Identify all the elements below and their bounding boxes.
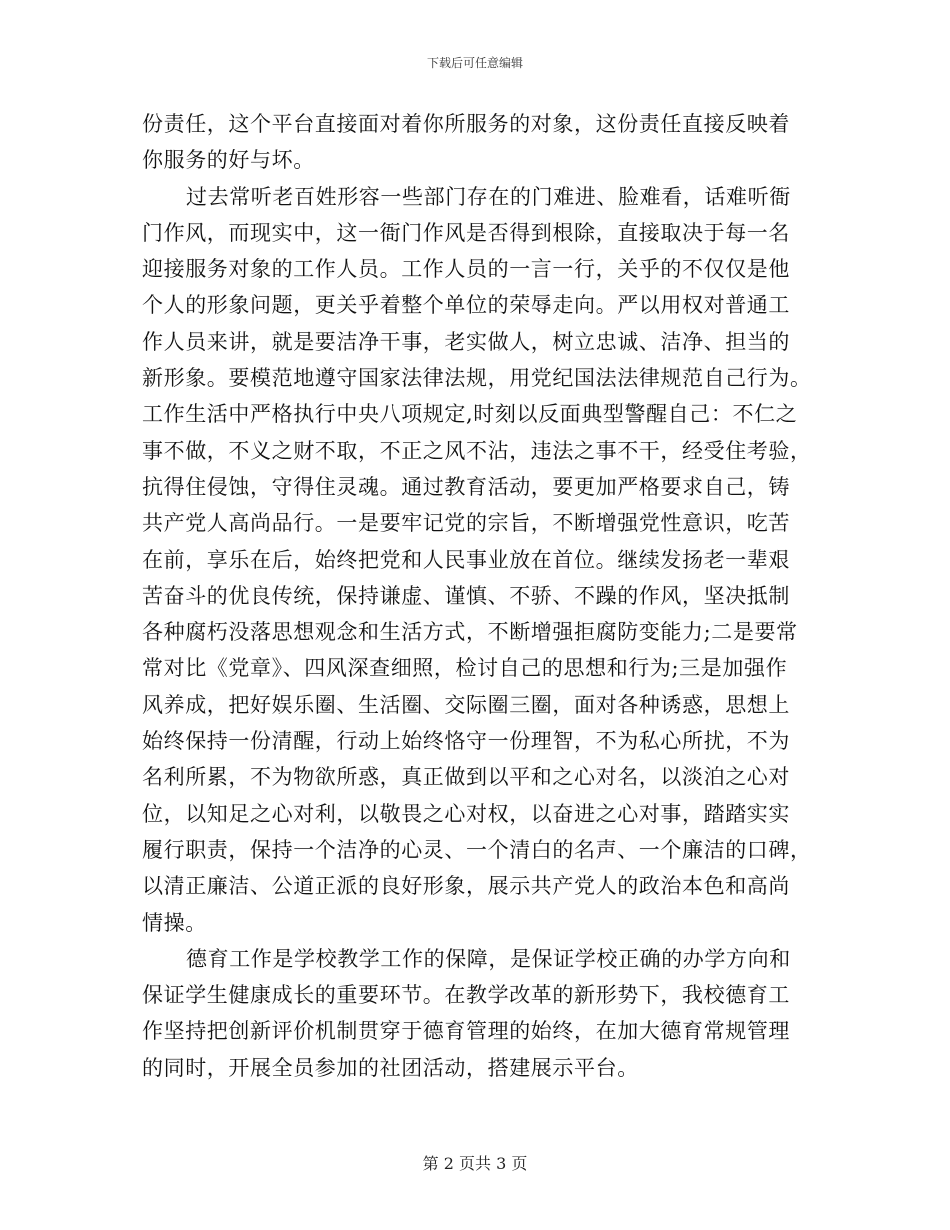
text-line: 新形象。要模范地遵守国家法律法规，用党纪国法法律规范自己行为。 [142,366,812,391]
text-line: 各种腐朽没落思想观念和生活方式，不断增强拒腐防变能力;二是要常 [142,620,798,645]
text-line: 始终保持一份清醒，行动上始终恪守一份理智，不为私心所扰，不为 [142,729,790,754]
text-line: 抗得住侵蚀，守得住灵魂。通过教育活动，要更加严格要求自己，铸 [142,474,790,499]
page-header-note: 下载后可任意编辑 [426,56,523,70]
text-line: 情操。 [142,910,207,935]
document-body [142,106,812,1086]
text-line: 过去常听老百姓形容一些部门存在的门难进、脸难看，话难听衙 [186,184,791,209]
text-line: 的同时，开展全员参加的社团活动，搭建展示平台。 [142,1055,639,1080]
text-line: 苦奋斗的优良传统，保持谦虚、谨慎、不骄、不躁的作风，坚决抵制 [142,583,790,608]
page-number: 第 2 页共 3 页 [422,1154,528,1173]
text-line: 份责任，这个平台直接面对着你所服务的对象，这份责任直接反映着 [142,112,790,136]
text-line: 迎接服务对象的工作人员。工作人员的一言一行，关乎的不仅仅是他 [142,257,790,282]
text-line: 风养成，把好娱乐圈、生活圈、交际圈三圈，面对各种诱惑，思想上 [142,692,790,717]
text-line: 在前，享乐在后，始终把党和人民事业放在首位。继续发扬老一辈艰 [142,547,790,572]
text-line: 门作风，而现实中，这一衙门作风是否得到根除，直接取决于每一名 [142,220,790,245]
text-line: 常对比《党章》、四风深查细照，检讨自己的思想和行为;三是加强作 [142,656,788,681]
text-line: 德育工作是学校教学工作的保障，是保证学校正确的办学方向和 [186,946,791,971]
text-line: 共产党人高尚品行。一是要牢记党的宗旨，不断增强党性意识，吃苦 [142,511,790,536]
text-line: 名利所累，不为物欲所惑，真正做到以平和之心对名，以淡泊之心对 [142,765,790,790]
text-line: 工作生活中严格执行中央八项规定,时刻以反面典型警醒自己：不仁之 [142,402,798,427]
text-line: 履行职责，保持一个洁净的心灵、一个清白的名声、一个廉洁的口碑， [142,837,812,862]
text-line: 位，以知足之心对利，以敬畏之心对权，以奋进之心对事，踏踏实实 [142,801,790,826]
text-line: 事不做，不义之财不取，不正之风不沾，违法之事不干，经受住考验， [142,438,812,463]
text-line: 以清正廉洁、公道正派的良好形象，展示共产党人的政治本色和高尚 [142,874,790,899]
text-line: 你服务的好与坏。 [142,148,315,173]
text-line: 作人员来讲，就是要洁净干事，老实做人，树立忠诚、洁净、担当的 [142,329,790,354]
text-line: 保证学生健康成长的重要环节。在教学改革的新形势下，我校德育工 [142,983,790,1008]
text-line: 作坚持把创新评价机制贯穿于德育管理的始终，在加大德育常规管理 [142,1019,790,1044]
text-line: 个人的形象问题，更关乎着整个单位的荣辱走向。严以用权对普通工 [142,293,790,318]
